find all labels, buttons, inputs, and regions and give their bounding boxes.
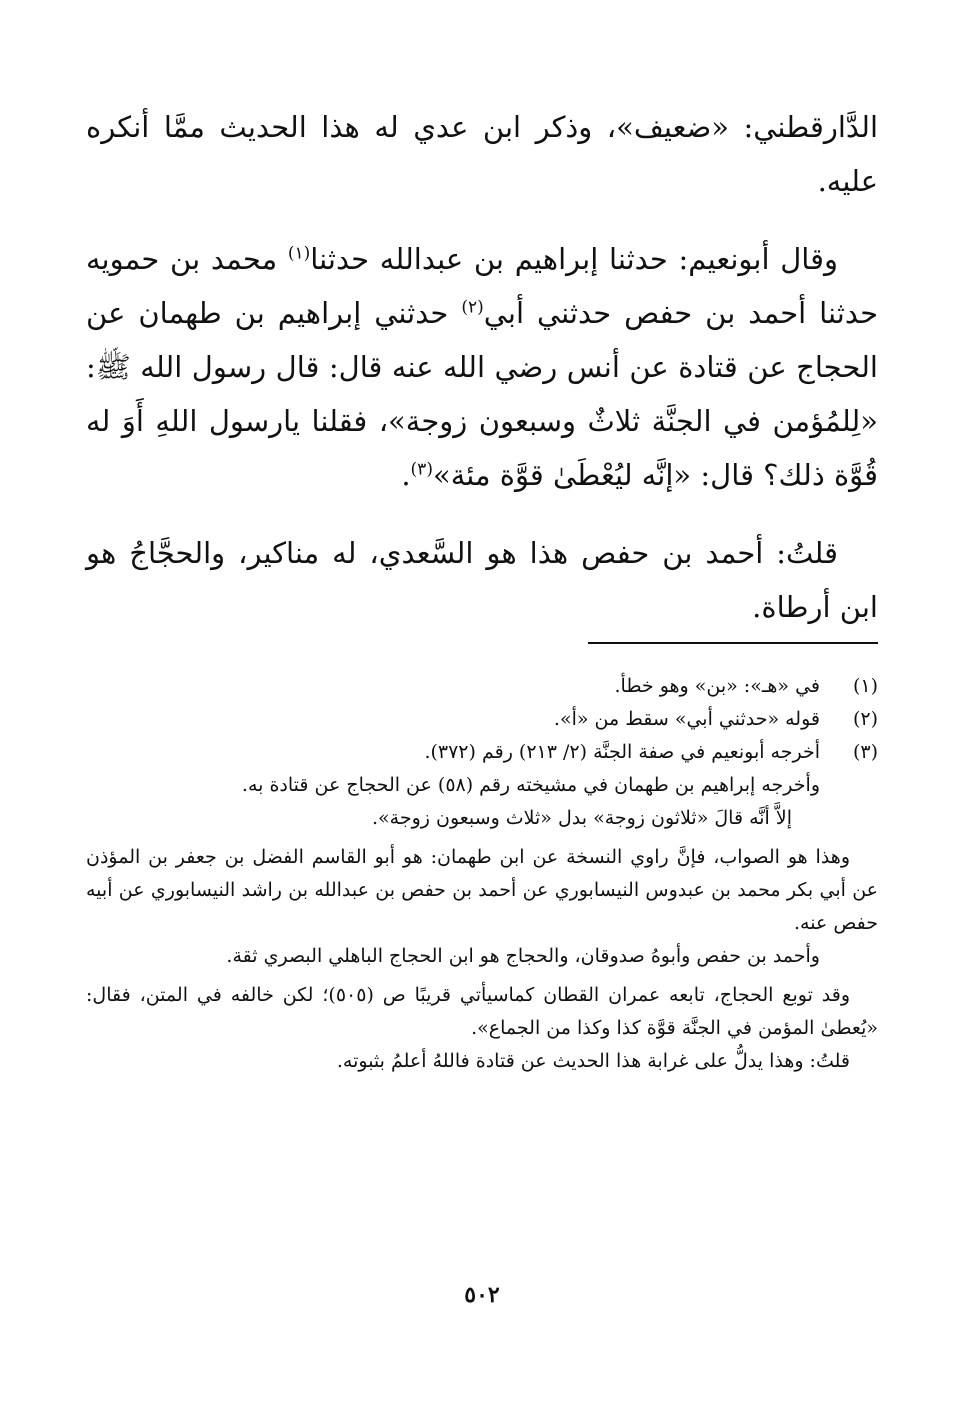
footnote-ref-2: (٢)	[461, 297, 484, 318]
footnote-3-continuation-4: وأحمد بن حفص وأبوهُ صدوقان، والحجاج هو ابن الحجاج الباهلي البصري ثقة.	[226, 945, 820, 967]
page-number: ٥٠٢	[464, 1282, 500, 1308]
footnote-ref-3: (٣)	[410, 459, 433, 480]
footnote-2-number: (٢)	[852, 708, 878, 730]
paragraph-2	[86, 232, 878, 502]
footnote-3-continuation-2: إلاَّ أنَّه قالَ «ثلاثون زوجة» بدل «ثلاث وسبعون زوجة».	[372, 807, 792, 829]
footnote-3-continuation-1: وأخرجه إبراهيم بن طهمان في مشيخته رقم (٥٨) عن الحجاج عن قتادة به.	[241, 774, 820, 796]
footnote-3-text: أخرجه أبونعيم في صفة الجنَّة (٢/ ٢١٣) رقم (٣٧٢).	[424, 741, 820, 763]
paragraph-2-part-4: .	[401, 458, 411, 492]
footnotes	[86, 670, 878, 1078]
paragraph-3: قلتُ: أحمد بن حفص هذا هو السَّعدي، له مناكير، والحجَّاجُ هو ابن أرطاة.	[86, 536, 878, 624]
footnote-1-number: (١)	[852, 675, 878, 697]
footnote-2-text: قوله «حدثني أبي» سقط من «أ».	[553, 708, 820, 730]
paragraph-1: الدَّارقطني: «ضعيف»، وذكر ابن عدي له هذا الحديث ممَّا أنكره عليه.	[86, 110, 878, 198]
footnote-3-continuation-5: وقد توبع الحجاج، تابعه عمران القطان كماسيأتي قريبًا ص (٥٠٥)؛ لكن خالفه في المتن، فقال: «يُعطىٰ المؤمن في الجنَّة قوَّة كذا وكذا من الجماع».	[86, 984, 878, 1039]
footnote-1-text: في «هـ»: «بن» وهو خطأ.	[614, 675, 820, 697]
footnote-separator	[588, 642, 878, 644]
footnote-3	[86, 736, 878, 769]
paragraph-2-part-3: حدثني إبراهيم بن طهمان عن الحجاج عن قتادة عن أنس رضي الله عنه قال: قال رسول الله ﷺ: «لِلمُؤمن في الجنَّة ثلاثٌ وسبعون زوجة»، فقلنا يارسول اللهِ أَوَ له قُوَّة ذلك؟ قال: «إنَّه ليُعْطَىٰ قوَّة مئة»	[86, 296, 878, 492]
paragraph-2-part-2: محمد بن حمويه حدثنا أحمد بن حفص حدثني أبي	[86, 242, 878, 330]
footnote-3-continuation-3: وهذا هو الصواب، فإنَّ راوي النسخة عن ابن طهمان: هو أبو القاسم الفضل بن جعفر بن المؤذن عن أبي بكر محمد بن عبدوس النيسابوري عن أحمد بن حفص بن عبدالله بن راشد النيسابوري عن أبيه حفص عنه.	[86, 846, 878, 934]
footnote-3-continuation-6: قلتُ: وهذا يدلُّ على غرابة هذا الحديث عن قتادة فاللهُ أعلمُ بثبوته.	[336, 1050, 850, 1072]
footnote-3-number: (٣)	[852, 741, 878, 763]
main-text	[86, 100, 878, 634]
footnote-ref-1: (١)	[287, 243, 311, 264]
book-page	[86, 100, 878, 1340]
paragraph-2-part-1: وقال أبونعيم: حدثنا إبراهيم بن عبدالله حدثنا	[310, 242, 838, 276]
footnote-1	[86, 670, 878, 703]
footnote-2	[86, 703, 878, 736]
